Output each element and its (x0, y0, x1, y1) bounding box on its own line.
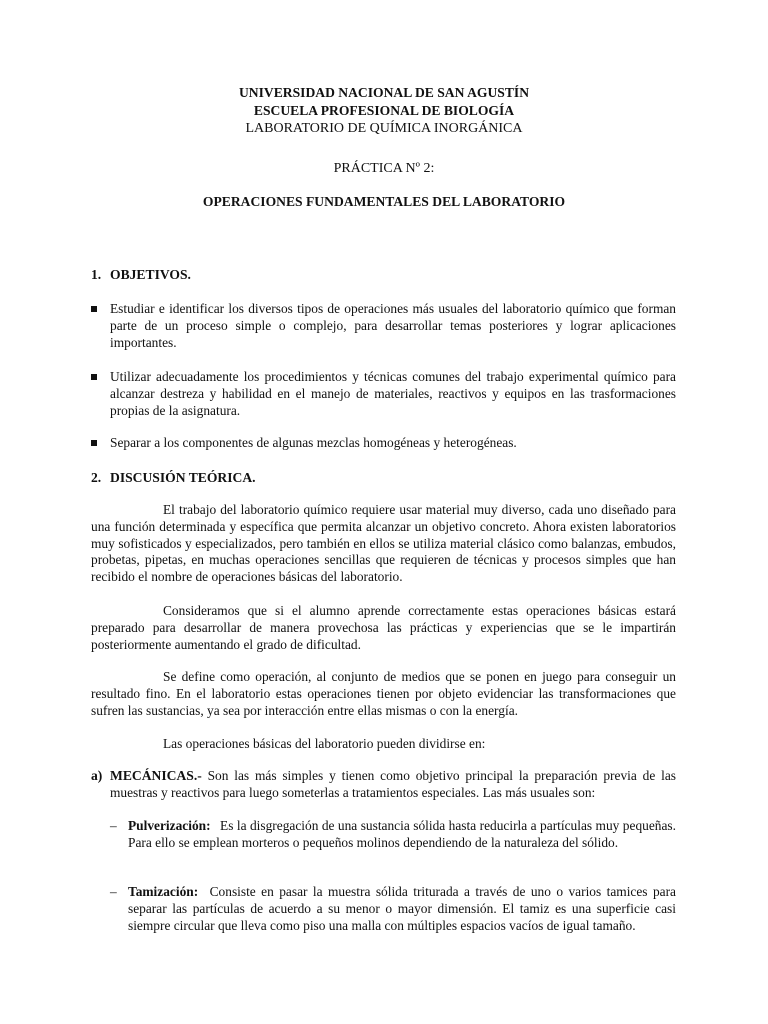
section-number: 1. (91, 267, 102, 282)
body-paragraph (91, 736, 676, 753)
objective-text: Utilizar adecuadamente los procedimientos y técnicas comunes del trabajo experimental químico para alcanzar destreza y habilidad en el manejo de materiales, reactivos y equipos en las trasformaciones propias de la asignatura. (110, 369, 676, 418)
subitem-term: Pulverización: (128, 818, 211, 833)
square-bullet-icon (91, 440, 97, 446)
body-paragraph (91, 502, 676, 586)
objective-text: Estudiar e identificar los diversos tipos de operaciones más usuales del laboratorio químico que forman parte de un proceso simple o complejo, para desarrollar temas posteriores y lograr aplicaciones importantes. (110, 301, 676, 350)
subitem-description: Consiste en pasar la muestra sólida triturada a través de uno o varios tamices para separar las partículas de acuerdo a su menor o mayor dimensión. El tamiz es una superficie casi siempre circular que lleva como piso una malla con múltiples espacios vacíos de igual tamaño. (128, 884, 676, 933)
paragraph-text: Se define como operación, al conjunto de medios que se ponen en juego para conseguir un resultado fino. En el laboratorio estas operaciones tienen por objeto evidenciar las transformaciones que sufren las sustancias, ya sea por interacción entre ellas mismas o con la energía. (91, 669, 676, 718)
subitem-description: Es la disgregación de una sustancia sólida hasta reducirla a partículas muy pequeñas. Para ello se emplean morteros o pequeños molinos dependiendo de la naturaleza del sólido. (128, 818, 676, 850)
section-discusion-heading (91, 470, 256, 487)
subitem-text (128, 818, 676, 852)
operation-subitem (110, 884, 676, 934)
section-title: OBJETIVOS. (110, 267, 191, 282)
item-letter: a) (91, 768, 103, 783)
objective-item (91, 369, 676, 419)
paragraph-text: Consideramos que si el alumno aprende correctamente estas operaciones básicas estará preparado para desarrollar de manera provechosa las prácticas y experiencias que se le impartirán posteriormente aumentando el grado de dificultad. (91, 603, 676, 652)
objective-text: Separar a los componentes de algunas mezclas homogéneas y heterogéneas. (110, 435, 517, 450)
subitem-term: Tamización: (128, 884, 199, 899)
square-bullet-icon (91, 374, 97, 380)
section-title: DISCUSIÓN TEÓRICA. (110, 470, 256, 485)
item-description: Son las más simples y tienen como objetivo principal la preparación previa de las muestras y reactivos para luego someterlas a tratamientos especiales. Las más usuales son: (110, 768, 676, 800)
section-number: 2. (91, 470, 102, 485)
body-paragraph (91, 669, 676, 719)
subitem-text (128, 884, 676, 934)
operation-subitem (110, 818, 676, 852)
item-term: MECÁNICAS.- (110, 768, 202, 783)
paragraph-text: El trabajo del laboratorio químico requiere usar material muy diverso, cada uno diseñado para una función determinada y específica que permita alcanzar un objetivo concreto. Ahora existen laboratorios muy sofisticados y especializados, pero también en ellos se utiliza material clásico como balanzas, embudos, probetas, pipetas, en muchas operaciones sencillas que requieren de técnicas y procesos simples que han recibido el nombre de operaciones básicas del laboratorio. (91, 502, 676, 585)
school-name: ESCUELA PROFESIONAL DE BIOLOGÍA (253, 103, 515, 118)
practice-number: PRÁCTICA Nº 2: (333, 161, 435, 176)
section-objetivos-heading (91, 267, 191, 284)
objective-item (91, 435, 676, 452)
operation-type-mecanicas (91, 768, 676, 802)
objective-item (91, 301, 676, 351)
square-bullet-icon (91, 306, 97, 312)
university-name: UNIVERSIDAD NACIONAL DE SAN AGUSTÍN (238, 85, 530, 100)
lab-name: LABORATORIO DE QUÍMICA INORGÁNICA (245, 121, 523, 136)
dash-bullet: – (110, 884, 117, 899)
dash-bullet: – (110, 818, 117, 833)
body-paragraph (91, 603, 676, 653)
paragraph-text: Las operaciones básicas del laboratorio pueden dividirse en: (163, 736, 486, 751)
practice-title: OPERACIONES FUNDAMENTALES DEL LABORATORIO (202, 194, 566, 209)
item-text (110, 768, 676, 802)
